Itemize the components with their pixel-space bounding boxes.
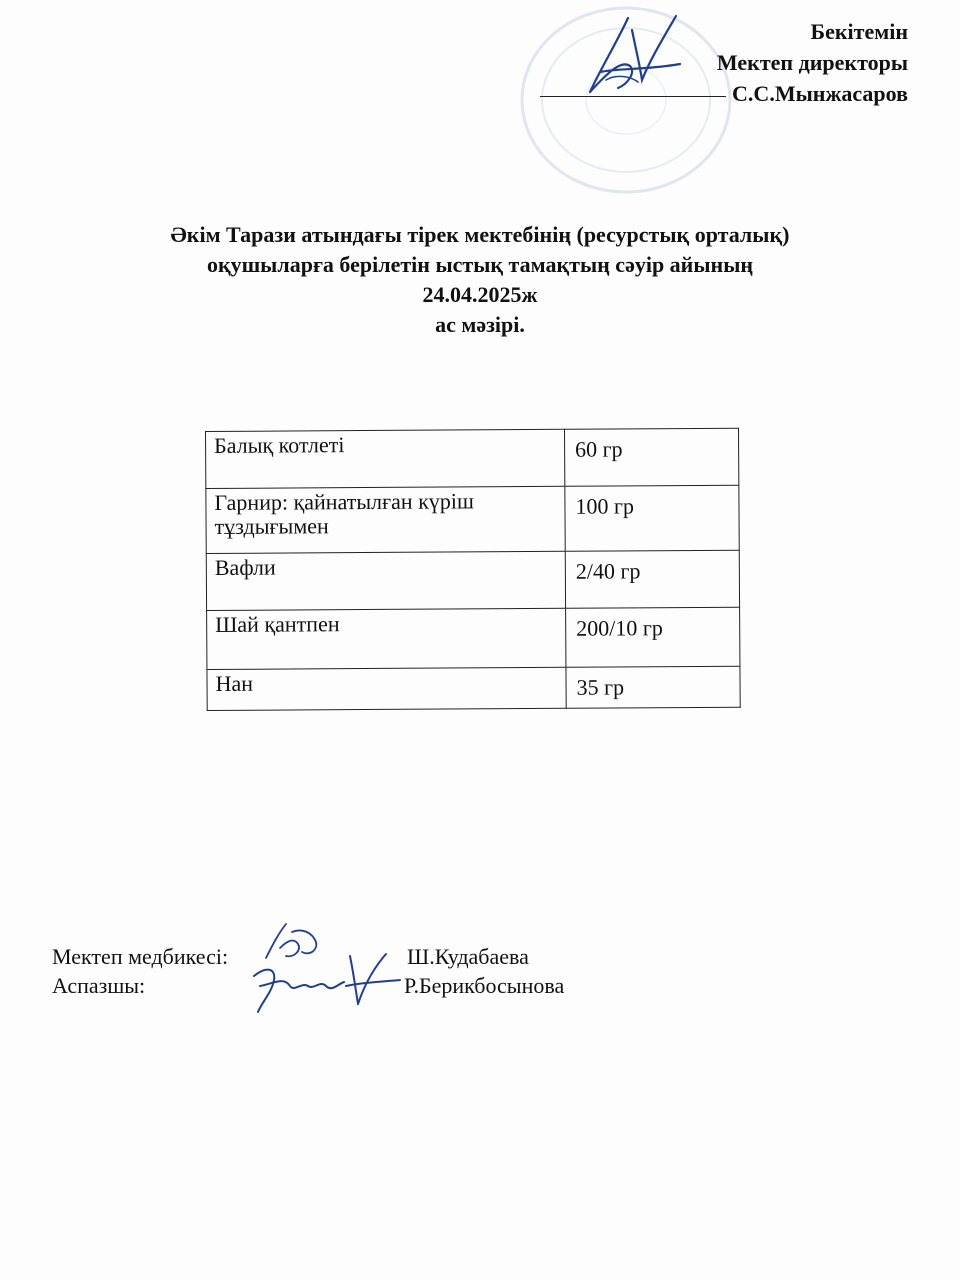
title-line-4: ас мәзірі. [435, 312, 525, 337]
approval-director-line [540, 78, 908, 109]
nurse-role: Мектеп медбикесі: [52, 944, 229, 969]
document-title [60, 220, 900, 340]
table-row [206, 485, 739, 553]
cook-row [52, 971, 672, 1000]
table-row [207, 607, 740, 669]
signature-line [540, 96, 726, 97]
table-row [207, 666, 740, 710]
approval-block [540, 16, 908, 109]
menu-item-name: Шай қантпен [207, 608, 566, 669]
menu-table [205, 428, 741, 711]
menu-item-name: Гарнир: қайнатылған күріш тұздығымен [206, 486, 565, 553]
menu-item-qty: 100 гр [565, 485, 739, 551]
approval-position: Мектеп директоры [716, 50, 908, 75]
approval-heading: Бекітемін [810, 19, 908, 44]
title-date: 24.04.2025ж [422, 282, 538, 307]
title-line-1: Әкім Тарази атындағы тірек мектебінің (ресурстық орталық) [170, 222, 790, 247]
title-line-2: оқушыларға берілетін ыстық тамақтың сәуір айының [206, 252, 754, 277]
menu-item-qty: 2/40 гр [565, 550, 739, 608]
menu-item-name: Нан [207, 667, 566, 710]
menu-item-qty: 60 гр [564, 428, 738, 486]
table-row [206, 428, 739, 488]
nurse-row [52, 942, 672, 971]
cook-name: Р.Берикбосынова [404, 973, 565, 998]
menu-item-qty: 35 гр [566, 666, 740, 708]
nurse-name: Ш.Кудабаева [407, 944, 529, 969]
approval-director-name: С.С.Мынжасаров [732, 81, 908, 106]
cook-role: Аспазшы: [52, 973, 146, 998]
table-row [206, 550, 739, 610]
menu-item-name: Вафли [206, 551, 565, 610]
staff-signatures [52, 942, 672, 1000]
menu-item-qty: 200/10 гр [566, 607, 740, 667]
menu-item-name: Балық котлеті [206, 429, 565, 488]
